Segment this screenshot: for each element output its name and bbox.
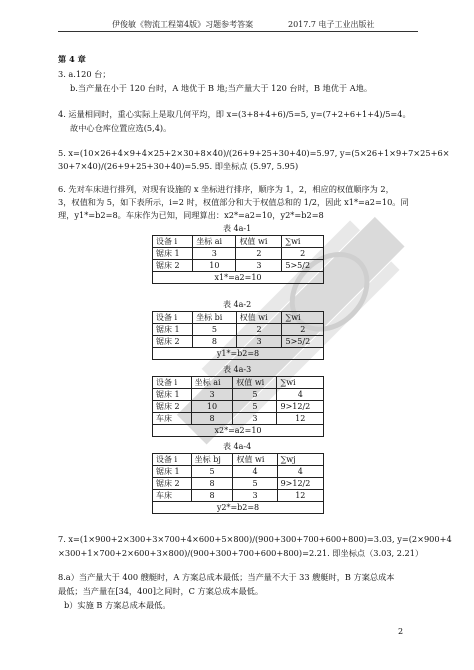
- table-cell: 5: [191, 466, 233, 478]
- table-cell: 5>5/2: [282, 260, 324, 272]
- table-cell: 8: [191, 478, 233, 490]
- table-cell: 3: [193, 248, 236, 260]
- table-cell: 4: [277, 389, 324, 401]
- answer-6: 6. 先对车床进行排列，对现有设施的 x 坐标进行排序，顺序为 1，2，相应的权值顺序为 2，: [58, 184, 394, 194]
- table-cell: 5: [193, 324, 237, 336]
- table-caption: 表 4a-1: [223, 224, 252, 233]
- table-header-cell: 坐标 bj: [191, 454, 233, 466]
- table-result-row: [153, 425, 324, 437]
- table-header-cell: 权值 wi: [233, 454, 277, 466]
- answer-3a: 3. a.120 台；: [58, 69, 111, 79]
- table-cell: 锯床 1: [153, 389, 192, 401]
- table-header-row: [153, 236, 324, 248]
- table-cell: 5: [233, 389, 277, 401]
- header-left: 伊俊敏《物流工程第4版》习题参考答案: [112, 20, 254, 29]
- table-result-row: [153, 348, 324, 360]
- table-cell: 2: [236, 248, 282, 260]
- table-cell: 4: [277, 466, 323, 478]
- table-cell: 3: [236, 260, 282, 272]
- table-cell: 2: [282, 248, 324, 260]
- table-header-cell: 设备 i: [153, 236, 193, 248]
- table-cell: 8: [191, 490, 233, 502]
- table-cell: 车床: [153, 413, 192, 425]
- table-cell: 8: [191, 413, 233, 425]
- table-4a-3: [152, 376, 324, 437]
- header-rule: [58, 31, 418, 32]
- answer-3b: b.当产量在小于 120 台时，A 地优于 B 地;当产量大于 120 台时，B 地优于 A地。: [70, 83, 373, 93]
- table-4a-4: [152, 453, 324, 514]
- table-row: [153, 336, 324, 348]
- table-cell: 3: [236, 336, 282, 348]
- answer-5: 5. x=(10×26+4×9+4×25+2×30+8×40)/(26+9+25+30+40)=5.97, y=(5×26+1×9+7×25+6×: [58, 148, 450, 158]
- table-header-cell: ∑wi: [277, 377, 324, 389]
- table-row: [153, 401, 324, 413]
- table-cell: 3: [233, 490, 277, 502]
- answer-6-cont2: 理，y1*=b2=8。车床作为已知，同理算出：x2*=a2=10，y2*=b2=8: [58, 210, 324, 220]
- answer-5-cont: 30+7×40)/(26+9+25+30+40)=5.95. 即坐标点 (5.97, 5.95): [58, 161, 299, 171]
- table-header-cell: 权值 wi: [236, 236, 282, 248]
- table-row: [153, 260, 324, 272]
- table-cell: 10: [193, 260, 236, 272]
- table-cell: 12: [277, 490, 323, 502]
- table-result: y2*=b2=8: [153, 502, 324, 514]
- table-caption: 表 4a-4: [223, 442, 252, 451]
- table-result: x2*=a2=10: [153, 425, 324, 437]
- table-cell: 12: [277, 413, 324, 425]
- table-row: [153, 478, 324, 490]
- table-cell: 3: [233, 413, 277, 425]
- table-row: [153, 466, 324, 478]
- table-header-cell: 坐标 bi: [193, 312, 237, 324]
- page-number: 2: [398, 627, 404, 636]
- table-caption: 表 4a-3: [223, 365, 252, 374]
- table-cell: 锯床 1: [153, 248, 193, 260]
- table-cell: 锯床 1: [153, 324, 193, 336]
- table-header-cell: 设备 i: [153, 454, 192, 466]
- answer-6-cont1: 3，权值和为 5，如下表所示，i=2 时，权值部分和大于权值总和的 1/2，因此 x1*=a2=10。同: [58, 197, 409, 207]
- table-header-cell: 权值 wi: [233, 377, 277, 389]
- table-cell: 2: [236, 324, 282, 336]
- table-cell: 10: [191, 401, 233, 413]
- table-cell: 锯床 2: [153, 478, 192, 490]
- table-4a-2: [152, 311, 324, 360]
- table-cell: 5>5/2: [282, 336, 324, 348]
- table-header-row: [153, 312, 324, 324]
- table-header-cell: ∑wi: [282, 236, 324, 248]
- table-header-row: [153, 377, 324, 389]
- table-header-cell: 权值 wi: [236, 312, 282, 324]
- table-header-row: [153, 454, 324, 466]
- table-row: [153, 413, 324, 425]
- table-cell: 5: [233, 478, 277, 490]
- table-header-cell: ∑wi: [282, 312, 324, 324]
- table-cell: 9>12/2: [277, 401, 324, 413]
- table-row: [153, 324, 324, 336]
- table-header-cell: 设备 i: [153, 312, 193, 324]
- table-cell: 2: [282, 324, 324, 336]
- table-cell: 锯床 1: [153, 466, 192, 478]
- table-result: y1*=b2=8: [153, 348, 324, 360]
- table-caption: 表 4a-2: [223, 300, 252, 309]
- table-cell: 锯床 2: [153, 401, 192, 413]
- table-result: x1*=a2=10: [153, 272, 324, 284]
- table-cell: 车床: [153, 490, 192, 502]
- header-right: 2017.7 电子工业出版社: [288, 20, 375, 29]
- table-header-cell: ∑wj: [277, 454, 323, 466]
- answer-7-cont: ×300+1×700+2×600+3×800)/(900+300+700+600+800)=2.21. 即坐标点（3.03, 2.21）: [58, 548, 424, 558]
- table-cell: 3: [191, 389, 233, 401]
- table-header-cell: 坐标 ai: [193, 236, 236, 248]
- table-cell: 4: [233, 466, 277, 478]
- table-header-cell: 设备 i: [153, 377, 192, 389]
- answer-8b: b）实施 B 方案总成本最低。: [64, 600, 171, 610]
- table-cell: 8: [193, 336, 237, 348]
- table-header-cell: 坐标 ai: [191, 377, 233, 389]
- table-cell: 9>12/2: [277, 478, 323, 490]
- answer-7: 7. x=(1×900+2×300+3×700+4×600+5×800)/(900+300+700+600+800)=3.03, y=(2×900+4: [58, 534, 452, 544]
- table-row: [153, 490, 324, 502]
- table-cell: 5: [233, 401, 277, 413]
- answer-8a-cont: 最低；当产量在[34，400]之间时，C 方案总成本最低。: [58, 586, 264, 596]
- table-cell: 锯床 2: [153, 336, 193, 348]
- table-result-row: [153, 272, 324, 284]
- table-result-row: [153, 502, 324, 514]
- chapter-title: 第 4 章: [58, 54, 86, 64]
- answer-4: 4. 运量相同时，重心实际上是取几何平均，即 x=(3+8+4+6)/5=5, y=(7+2+6+1+4)/5=4。: [58, 109, 411, 119]
- table-4a-1: [152, 235, 324, 284]
- answer-4-cont: 故中心仓库位置应选(5,4)。: [70, 123, 172, 133]
- answer-8a: 8.a）当产量大于 400 艘艇时，A 方案总成本最低；当产量不大于 33 艘艇时，B 方案总成本: [58, 572, 395, 582]
- table-cell: 锯床 2: [153, 260, 193, 272]
- table-row: [153, 248, 324, 260]
- table-row: [153, 389, 324, 401]
